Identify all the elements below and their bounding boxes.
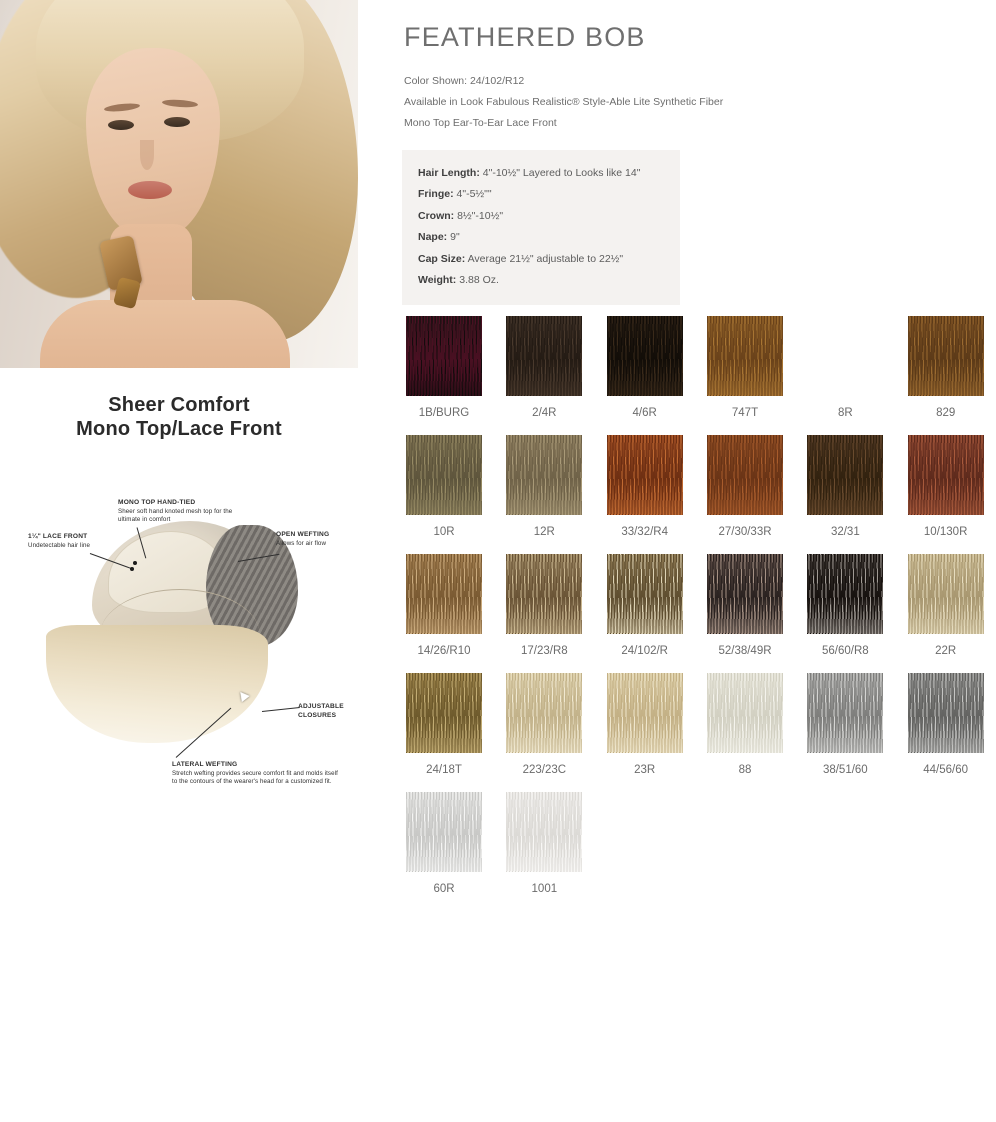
swatch-label: 52/38/49R xyxy=(718,645,772,657)
color-swatch-grid xyxy=(394,300,996,895)
swatch-chip[interactable] xyxy=(707,673,783,753)
swatch-label: 27/30/33R xyxy=(718,526,772,538)
swatch-chip[interactable] xyxy=(607,435,683,515)
swatch-label: 44/56/60 xyxy=(923,764,969,776)
swatch-label: 32/31 xyxy=(830,526,860,538)
spec-row xyxy=(418,163,664,184)
swatch-cell[interactable] xyxy=(595,419,695,538)
swatch-chip[interactable] xyxy=(908,316,984,396)
spec-label-nape: Nape: xyxy=(418,231,448,244)
swatch-cell[interactable] xyxy=(394,300,494,419)
swatch-chip[interactable] xyxy=(908,554,984,634)
swatch-label: 24/18T xyxy=(426,764,462,776)
spec-row xyxy=(418,270,664,291)
callout-lace-front-heading: 1¼" LACE FRONT xyxy=(28,533,88,541)
callout-open-wefting-body: Allows for air flow xyxy=(276,539,327,547)
spec-label-crown: Crown: xyxy=(418,209,455,222)
cap-title-line-2: Mono Top/Lace Front xyxy=(76,417,282,440)
left-column xyxy=(0,0,358,1122)
swatch-label: 23R xyxy=(634,764,656,776)
swatch-cell[interactable] xyxy=(695,300,795,419)
leader-line-adjustable-closures xyxy=(262,707,300,712)
cap-construction-panel xyxy=(0,374,358,785)
fiber-line: Available in Look Fabulous Realistic® Style-Able Lite Synthetic Fiber xyxy=(404,96,724,108)
swatch-label: 10/130R xyxy=(923,526,968,538)
callout-mono-top-heading: MONO TOP HAND-TIED xyxy=(118,499,196,507)
swatch-label: 14/26/R10 xyxy=(417,645,471,657)
spec-value-fringe: 4"-5½"" xyxy=(453,188,492,201)
swatch-label: 60R xyxy=(433,883,455,895)
spec-label-weight: Weight: xyxy=(418,274,457,287)
swatch-chip[interactable] xyxy=(406,554,482,634)
callout-mono-top-body: Sheer soft hand knoted mesh top for the ultimate in comfort xyxy=(118,507,233,523)
swatch-label: 4/6R xyxy=(632,407,657,419)
swatch-label: 17/23/R8 xyxy=(520,645,568,657)
swatch-cell[interactable] xyxy=(896,538,996,657)
eye-right xyxy=(164,117,190,127)
swatch-chip[interactable] xyxy=(506,792,582,872)
spec-value-weight: 3.88 Oz. xyxy=(456,274,499,287)
swatch-cell[interactable] xyxy=(795,300,895,419)
nose xyxy=(140,140,154,170)
swatch-chip[interactable] xyxy=(707,435,783,515)
model-photo xyxy=(0,0,358,368)
spec-label-hair-length: Hair Length: xyxy=(418,167,480,179)
swatch-cell[interactable] xyxy=(795,657,895,776)
swatch-cell[interactable] xyxy=(896,300,996,419)
spec-row xyxy=(418,206,664,227)
swatch-label: 22R xyxy=(935,645,957,657)
swatch-chip[interactable] xyxy=(506,554,582,634)
callout-lateral-wefting-body: Stretch wefting provides secure comfort fit and molds itself to the contours of the wearer's head for a customized fit. xyxy=(172,769,338,785)
swatch-chip[interactable] xyxy=(807,316,883,396)
swatch-label: 12R xyxy=(533,526,555,538)
swatch-label: 33/32/R4 xyxy=(621,526,668,538)
spec-value-cap-size: Average 21½" adjustable to 22½" xyxy=(465,252,624,265)
swatch-chip[interactable] xyxy=(607,673,683,753)
color-shown-line: Color Shown: 24/102/R12 xyxy=(404,75,525,87)
swatch-chip[interactable] xyxy=(506,316,582,396)
swatch-chip[interactable] xyxy=(506,435,582,515)
swatch-chip[interactable] xyxy=(707,316,783,396)
callout-open-wefting xyxy=(276,531,356,547)
swatch-cell[interactable] xyxy=(494,657,594,776)
swatch-label: 829 xyxy=(936,407,956,419)
spec-label-fringe: Fringe: xyxy=(418,188,454,201)
swatch-label: 56/60/R8 xyxy=(821,645,869,657)
specifications-box xyxy=(402,150,680,305)
swatch-label: 88 xyxy=(738,764,752,776)
swatch-cell[interactable] xyxy=(394,538,494,657)
callout-mono-top xyxy=(118,499,240,523)
callout-open-wefting-heading: OPEN WEFTING xyxy=(276,531,330,539)
swatch-chip[interactable] xyxy=(807,435,883,515)
swatch-chip[interactable] xyxy=(807,554,883,634)
swatch-chip[interactable] xyxy=(607,554,683,634)
swatch-cell[interactable] xyxy=(494,776,594,895)
swatch-label: 24/102/R xyxy=(621,645,668,657)
swatch-cell[interactable] xyxy=(595,300,695,419)
swatch-chip[interactable] xyxy=(908,673,984,753)
swatch-label: 8R xyxy=(837,407,853,419)
callout-adjustable-closures xyxy=(298,703,360,720)
swatch-label: 1001 xyxy=(531,883,558,895)
spec-row xyxy=(418,249,664,270)
swatch-label: 1B/BURG xyxy=(418,407,470,419)
swatch-cell[interactable] xyxy=(595,538,695,657)
spec-label-cap-size: Cap Size: xyxy=(418,252,466,265)
swatch-label: 38/51/60 xyxy=(822,764,868,776)
cap-diagram xyxy=(0,449,358,785)
swatch-cell[interactable] xyxy=(896,419,996,538)
callout-lateral-wefting-heading: LATERAL WEFTING xyxy=(172,761,238,769)
callout-lace-front-body: Undetectable hair line xyxy=(28,541,91,549)
swatch-chip[interactable] xyxy=(406,673,482,753)
page-title: FEATHERED BOB xyxy=(404,22,646,52)
swatch-cell[interactable] xyxy=(494,538,594,657)
swatch-cell[interactable] xyxy=(695,657,795,776)
callout-lace-front xyxy=(28,533,124,549)
spec-value-hair-length: 4"-10½" Layered to Looks like 14" xyxy=(479,167,641,179)
swatch-label: 2/4R xyxy=(532,407,557,419)
shoulder xyxy=(40,300,290,368)
swatch-label: 747T xyxy=(731,407,759,419)
swatch-cell[interactable] xyxy=(595,657,695,776)
swatch-cell[interactable] xyxy=(695,419,795,538)
swatch-chip[interactable] xyxy=(506,673,582,753)
swatch-cell[interactable] xyxy=(494,300,594,419)
swatch-cell[interactable] xyxy=(896,657,996,776)
swatch-chip[interactable] xyxy=(406,792,482,872)
swatch-cell[interactable] xyxy=(695,538,795,657)
cap-panel-title xyxy=(0,374,358,441)
swatch-chip[interactable] xyxy=(607,316,683,396)
swatch-chip[interactable] xyxy=(707,554,783,634)
swatch-label: 223/23C xyxy=(522,764,567,776)
swatch-chip[interactable] xyxy=(406,435,482,515)
callout-adjustable-closures-heading: ADJUSTABLE CLOSURES xyxy=(298,703,344,719)
lips xyxy=(128,181,172,199)
eye-left xyxy=(108,120,134,130)
swatch-cell[interactable] xyxy=(394,419,494,538)
swatch-chip[interactable] xyxy=(807,673,883,753)
cap-hair-fall xyxy=(46,625,268,743)
spec-value-crown: 8½"-10½" xyxy=(454,209,504,222)
swatch-label: 10R xyxy=(433,526,455,538)
cap-title-line-1: Sheer Comfort xyxy=(108,394,250,416)
swatch-cell[interactable] xyxy=(394,657,494,776)
spec-row xyxy=(418,227,664,248)
swatch-cell[interactable] xyxy=(795,419,895,538)
callout-lateral-wefting xyxy=(172,761,338,785)
right-column xyxy=(380,0,996,1122)
spec-value-nape: 9" xyxy=(447,231,460,244)
cap-construction-line: Mono Top Ear-To-Ear Lace Front xyxy=(404,117,557,129)
swatch-cell[interactable] xyxy=(494,419,594,538)
swatch-cell[interactable] xyxy=(795,538,895,657)
spec-row xyxy=(418,184,664,205)
product-meta xyxy=(404,71,996,134)
swatch-chip[interactable] xyxy=(908,435,984,515)
swatch-cell[interactable] xyxy=(394,776,494,895)
swatch-chip[interactable] xyxy=(406,316,482,396)
